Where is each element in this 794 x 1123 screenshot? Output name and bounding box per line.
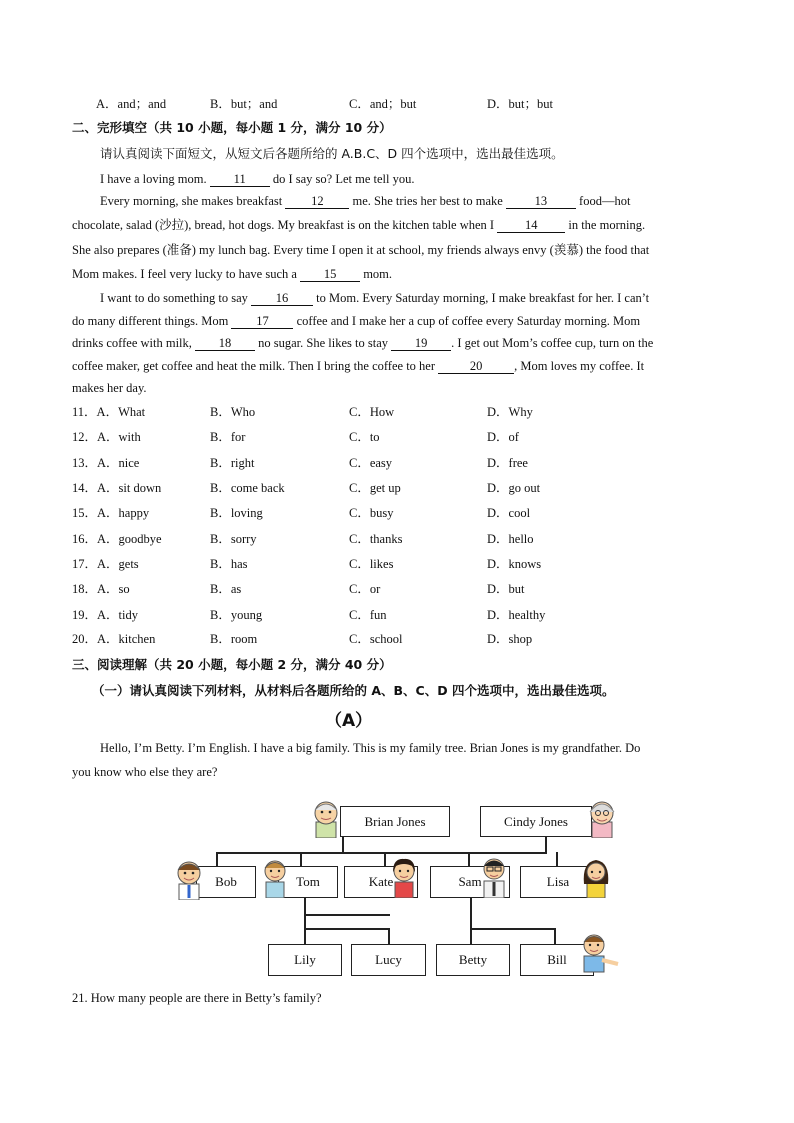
blank-12: 12	[285, 195, 349, 209]
tree-node-tom: Tom	[278, 866, 338, 898]
prev-option-b: B．but；and	[210, 97, 278, 111]
question-option-b: B．sorry	[210, 532, 257, 546]
question-option-b: B．for	[210, 430, 246, 444]
text: to Mom. Every Saturday morning, I make breakfast for her. I can’t	[316, 291, 650, 305]
tree-connector	[304, 914, 306, 928]
question-option-c: C．How	[349, 405, 395, 419]
tree-connector	[468, 852, 470, 866]
blank-11: 11	[210, 173, 270, 187]
text: Mom makes. I feel very lucky to have such a	[72, 267, 297, 281]
section3-subheading: （一）请认真阅读下列材料，从材料后各题所给的 A、B、C、D 四个选项中，选出最佳选项。	[92, 683, 615, 698]
blank-20: 20	[438, 360, 514, 374]
prev-option-a: A．and；and	[96, 97, 167, 111]
question-number-option: 20．A．kitchen	[72, 632, 156, 646]
text: I want to do something to say	[100, 291, 248, 305]
tree-connector	[470, 914, 472, 928]
tree-connector	[304, 914, 390, 916]
bob-avatar-icon	[172, 858, 206, 900]
grandfather-avatar-icon	[308, 798, 344, 838]
passage-line	[72, 266, 722, 282]
text: . I get out Mom’s coffee cup, turn on the	[451, 336, 654, 350]
text: do many different things. Mom	[72, 314, 229, 328]
tree-node-lisa: Lisa	[520, 866, 596, 898]
question-option-b: B．Who	[210, 405, 256, 419]
question-option-d: D．hello	[487, 532, 534, 546]
question-option-d: D．free	[487, 456, 528, 470]
text: I have a loving mom.	[100, 172, 207, 186]
question-number-option: 16．A．goodbye	[72, 532, 162, 546]
question-number-option: 11．A．What	[72, 405, 146, 419]
passage-line	[72, 313, 722, 329]
tree-node-bob: Bob	[196, 866, 256, 898]
passage-label: （A）	[325, 711, 373, 731]
tree-connector	[384, 852, 386, 866]
question-21: 21. How many people are there in Betty’s family?	[72, 991, 322, 1005]
tree-node-lily: Lily	[268, 944, 342, 976]
question-option-c: C．to	[349, 430, 380, 444]
text: in the morning.	[568, 218, 646, 232]
text: , Mom loves my coffee. It	[514, 359, 645, 373]
question-option-d: D．shop	[487, 632, 533, 646]
question-number-option: 12．A．with	[72, 430, 141, 444]
blank-13: 13	[506, 195, 576, 209]
question-option-b: B．room	[210, 632, 258, 646]
tree-connector	[216, 852, 218, 866]
question-option-d: D．healthy	[487, 608, 546, 622]
question-option-b: B．young	[210, 608, 263, 622]
blank-18: 18	[195, 337, 255, 351]
question-option-b: B．come back	[210, 481, 285, 495]
tree-node-lucy: Lucy	[351, 944, 426, 976]
tree-node-grandmother: Cindy Jones	[480, 806, 592, 837]
tree-connector	[304, 928, 390, 930]
question-option-c: C．thanks	[349, 532, 403, 546]
question-option-b: B．has	[210, 557, 248, 571]
lisa-avatar-icon	[580, 856, 612, 898]
question-option-c: C．school	[349, 632, 403, 646]
tree-node-sam: Sam	[430, 866, 510, 898]
tree-connector	[300, 852, 302, 866]
passage-line	[100, 171, 750, 187]
passage-line	[72, 335, 722, 351]
tree-node-grandfather: Brian Jones	[340, 806, 450, 837]
question-number-option: 17．A．gets	[72, 557, 139, 571]
question-number-option: 14．A．sit down	[72, 481, 162, 495]
question-option-c: C．fun	[349, 608, 387, 622]
text: drinks coffee with milk,	[72, 336, 192, 350]
passage-line	[72, 358, 722, 374]
intro-line: Hello, I’m Betty. I’m English. I have a big family. This is my family tree. Brian Jones is my grandfather. Do	[100, 741, 641, 755]
sam-avatar-icon	[478, 854, 510, 898]
question-option-c: C．or	[349, 582, 381, 596]
question-option-d: D．go out	[487, 481, 541, 495]
tree-connector	[388, 928, 390, 944]
question-option-d: D．but	[487, 582, 525, 596]
question-option-c: C．get up	[349, 481, 401, 495]
tom-avatar-icon	[260, 856, 290, 898]
text: coffee and I make her a cup of coffee every Saturday morning. Mom	[296, 314, 641, 328]
prev-option-d: D．but；but	[487, 97, 553, 111]
blank-15: 15	[300, 268, 360, 282]
question-option-b: B．as	[210, 582, 242, 596]
grandmother-avatar-icon	[584, 798, 620, 838]
tree-connector	[470, 928, 472, 944]
passage-line	[100, 193, 750, 209]
tree-connector	[388, 914, 390, 916]
question-number-option: 15．A．happy	[72, 506, 150, 520]
question-number-option: 18．A．so	[72, 582, 130, 596]
passage-line	[72, 217, 722, 233]
bill-avatar-icon	[578, 930, 620, 974]
text: coffee maker, get coffee and heat the milk. Then I bring the coffee to her	[72, 359, 436, 373]
question-option-b: B．right	[210, 456, 255, 470]
section3-heading: 三、阅读理解（共 20 小题，每小题 2 分，满分 40 分）	[72, 657, 392, 672]
tree-connector	[470, 928, 556, 930]
text: no sugar. She likes to stay	[258, 336, 388, 350]
passage-line	[100, 290, 750, 306]
blank-14: 14	[497, 219, 565, 233]
question-option-d: D．Why	[487, 405, 533, 419]
tree-connector	[556, 852, 558, 866]
question-option-c: C．easy	[349, 456, 393, 470]
passage-line: She also prepares (准备) my lunch bag. Every time I open it at school, my friends always envy (羡慕) the food that	[72, 243, 650, 257]
question-number-option: 19．A．tidy	[72, 608, 138, 622]
question-option-d: D．knows	[487, 557, 542, 571]
text: me. She tries her best to make	[352, 194, 503, 208]
question-number-option: 13．A．nice	[72, 456, 140, 470]
intro-line: you know who else they are?	[72, 765, 218, 779]
question-option-c: C．busy	[349, 506, 394, 520]
passage-line: makes her day.	[72, 381, 147, 395]
text: mom.	[363, 267, 393, 281]
tree-node-kate: Kate	[344, 866, 418, 898]
tree-node-betty: Betty	[436, 944, 510, 976]
blank-16: 16	[251, 292, 313, 306]
section2-instruction: 请认真阅读下面短文，从短文后各题所给的 A.B.C、D 四个选项中，选出最佳选项。	[100, 146, 564, 161]
tree-connector	[304, 928, 306, 944]
text: do I say so? Let me tell you.	[272, 172, 415, 186]
text: chocolate, salad (沙拉), bread, hot dogs. My breakfast is on the kitchen table when I	[72, 218, 495, 232]
question-option-d: D．of	[487, 430, 519, 444]
question-option-b: B．loving	[210, 506, 263, 520]
question-option-d: D．cool	[487, 506, 531, 520]
text: Every morning, she makes breakfast	[100, 194, 283, 208]
text: food—hot	[579, 194, 631, 208]
tree-connector	[554, 928, 556, 944]
blank-17: 17	[231, 315, 293, 329]
section2-heading: 二、完形填空（共 10 小题，每小题 1 分，满分 10 分）	[72, 120, 392, 135]
kate-avatar-icon	[388, 856, 420, 898]
blank-19: 19	[391, 337, 451, 351]
prev-option-c: C．and；but	[349, 97, 417, 111]
question-option-c: C．likes	[349, 557, 394, 571]
tree-node-bill: Bill	[520, 944, 594, 976]
